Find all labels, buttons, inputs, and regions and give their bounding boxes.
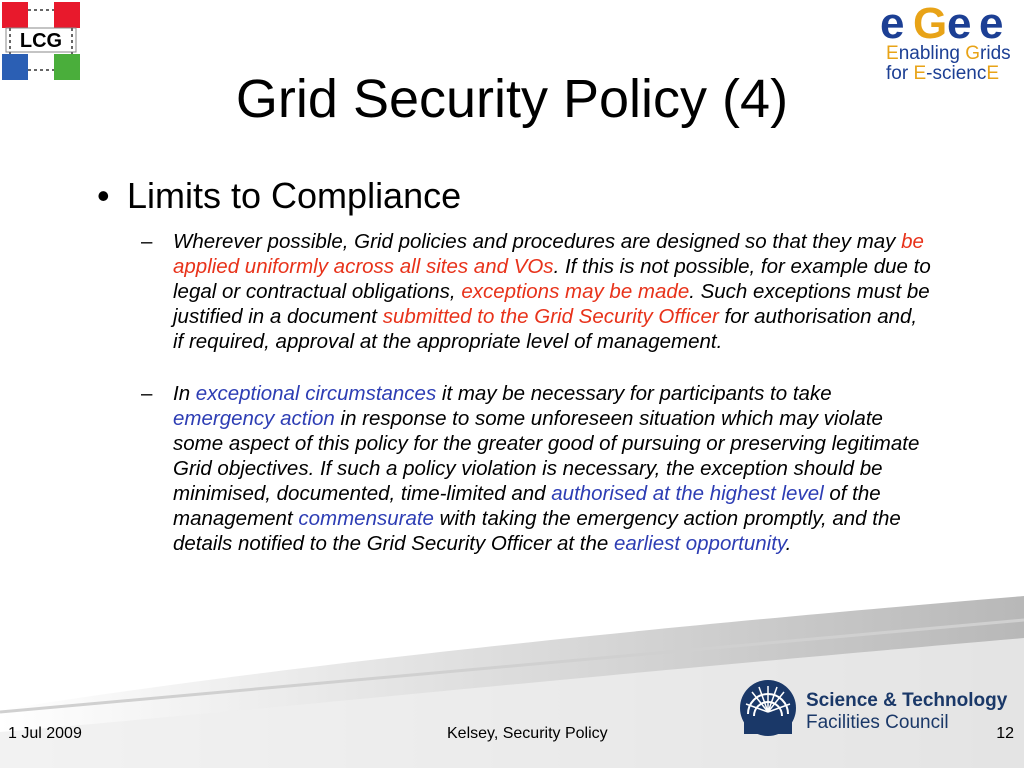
page-number: 12: [996, 725, 1014, 742]
svg-text:e: e: [947, 2, 970, 44]
sub-item-dash: –: [141, 382, 153, 405]
text-segment: with taking the emergency action promptly, and the details notified to the Grid Security Officer at the: [173, 507, 901, 555]
sub-item-text: [173, 381, 931, 556]
text-segment: In: [173, 382, 196, 405]
bullet-marker: •: [97, 175, 110, 216]
text-segment: in response to some unforeseen situation which may violate some aspect of this policy for the greater good of pursuing or preserving legitimate Grid objectives. If such a policy violation is necessary, the exception should be minimised, documented, time-limited and: [173, 407, 920, 505]
svg-text:LCG: LCG: [19, 30, 63, 52]
bullet-item: [97, 174, 461, 218]
text-segment: it may be necessary for participants to take: [436, 382, 832, 405]
highlight-red: submitted to the Grid Security Officer: [382, 305, 719, 328]
highlight-red: be applied uniformly across all sites and VOs: [173, 230, 924, 278]
stfc-emblem-icon: [738, 678, 798, 738]
highlight-blue: commensurate: [298, 507, 434, 530]
footer-author-title: Kelsey, Security Policy: [447, 725, 608, 742]
text-segment: Wherever possible, Grid policies and procedures are designed so that they may: [173, 230, 902, 253]
svg-text:G: G: [913, 2, 946, 44]
slide-title: Grid Security Policy (4): [235, 69, 789, 129]
text-segment: . Such exceptions must be justified in a document: [173, 280, 930, 328]
stfc-name-line1: Science & Technology: [806, 690, 1008, 711]
highlight-blue: exceptional circumstances: [195, 382, 437, 405]
highlight-blue: earliest opportunity: [613, 532, 786, 555]
highlight-blue: emergency action: [173, 407, 335, 430]
egee-wordmark: [878, 2, 1018, 44]
svg-text:e: e: [979, 2, 1002, 44]
sub-item-text: [173, 229, 931, 354]
bullet-text: Limits to Compliance: [127, 175, 462, 216]
highlight-blue: authorised at the highest level: [551, 482, 824, 505]
svg-text:e: e: [880, 2, 903, 44]
stfc-name-line2: Facilities Council: [806, 712, 949, 733]
egee-tagline-line1: Enabling Grids: [886, 43, 1011, 64]
text-segment: . If this is not possible, for example due to legal or contractual obligations,: [173, 255, 931, 303]
footer-date: 1 Jul 2009: [8, 725, 82, 742]
highlight-red: exceptions may be made: [461, 280, 690, 303]
egee-tagline-line2: for E-sciencE: [886, 63, 1000, 84]
sub-item-exceptions: [141, 229, 931, 354]
sub-item-dash: –: [141, 230, 153, 253]
stfc-logo: [738, 678, 1008, 742]
text-segment: for authorisation and, if required, approval at the appropriate level of management.: [173, 305, 918, 353]
text-segment: of the management: [173, 482, 881, 530]
sub-item-emergency-action: [141, 381, 931, 556]
text-segment: .: [785, 532, 792, 555]
